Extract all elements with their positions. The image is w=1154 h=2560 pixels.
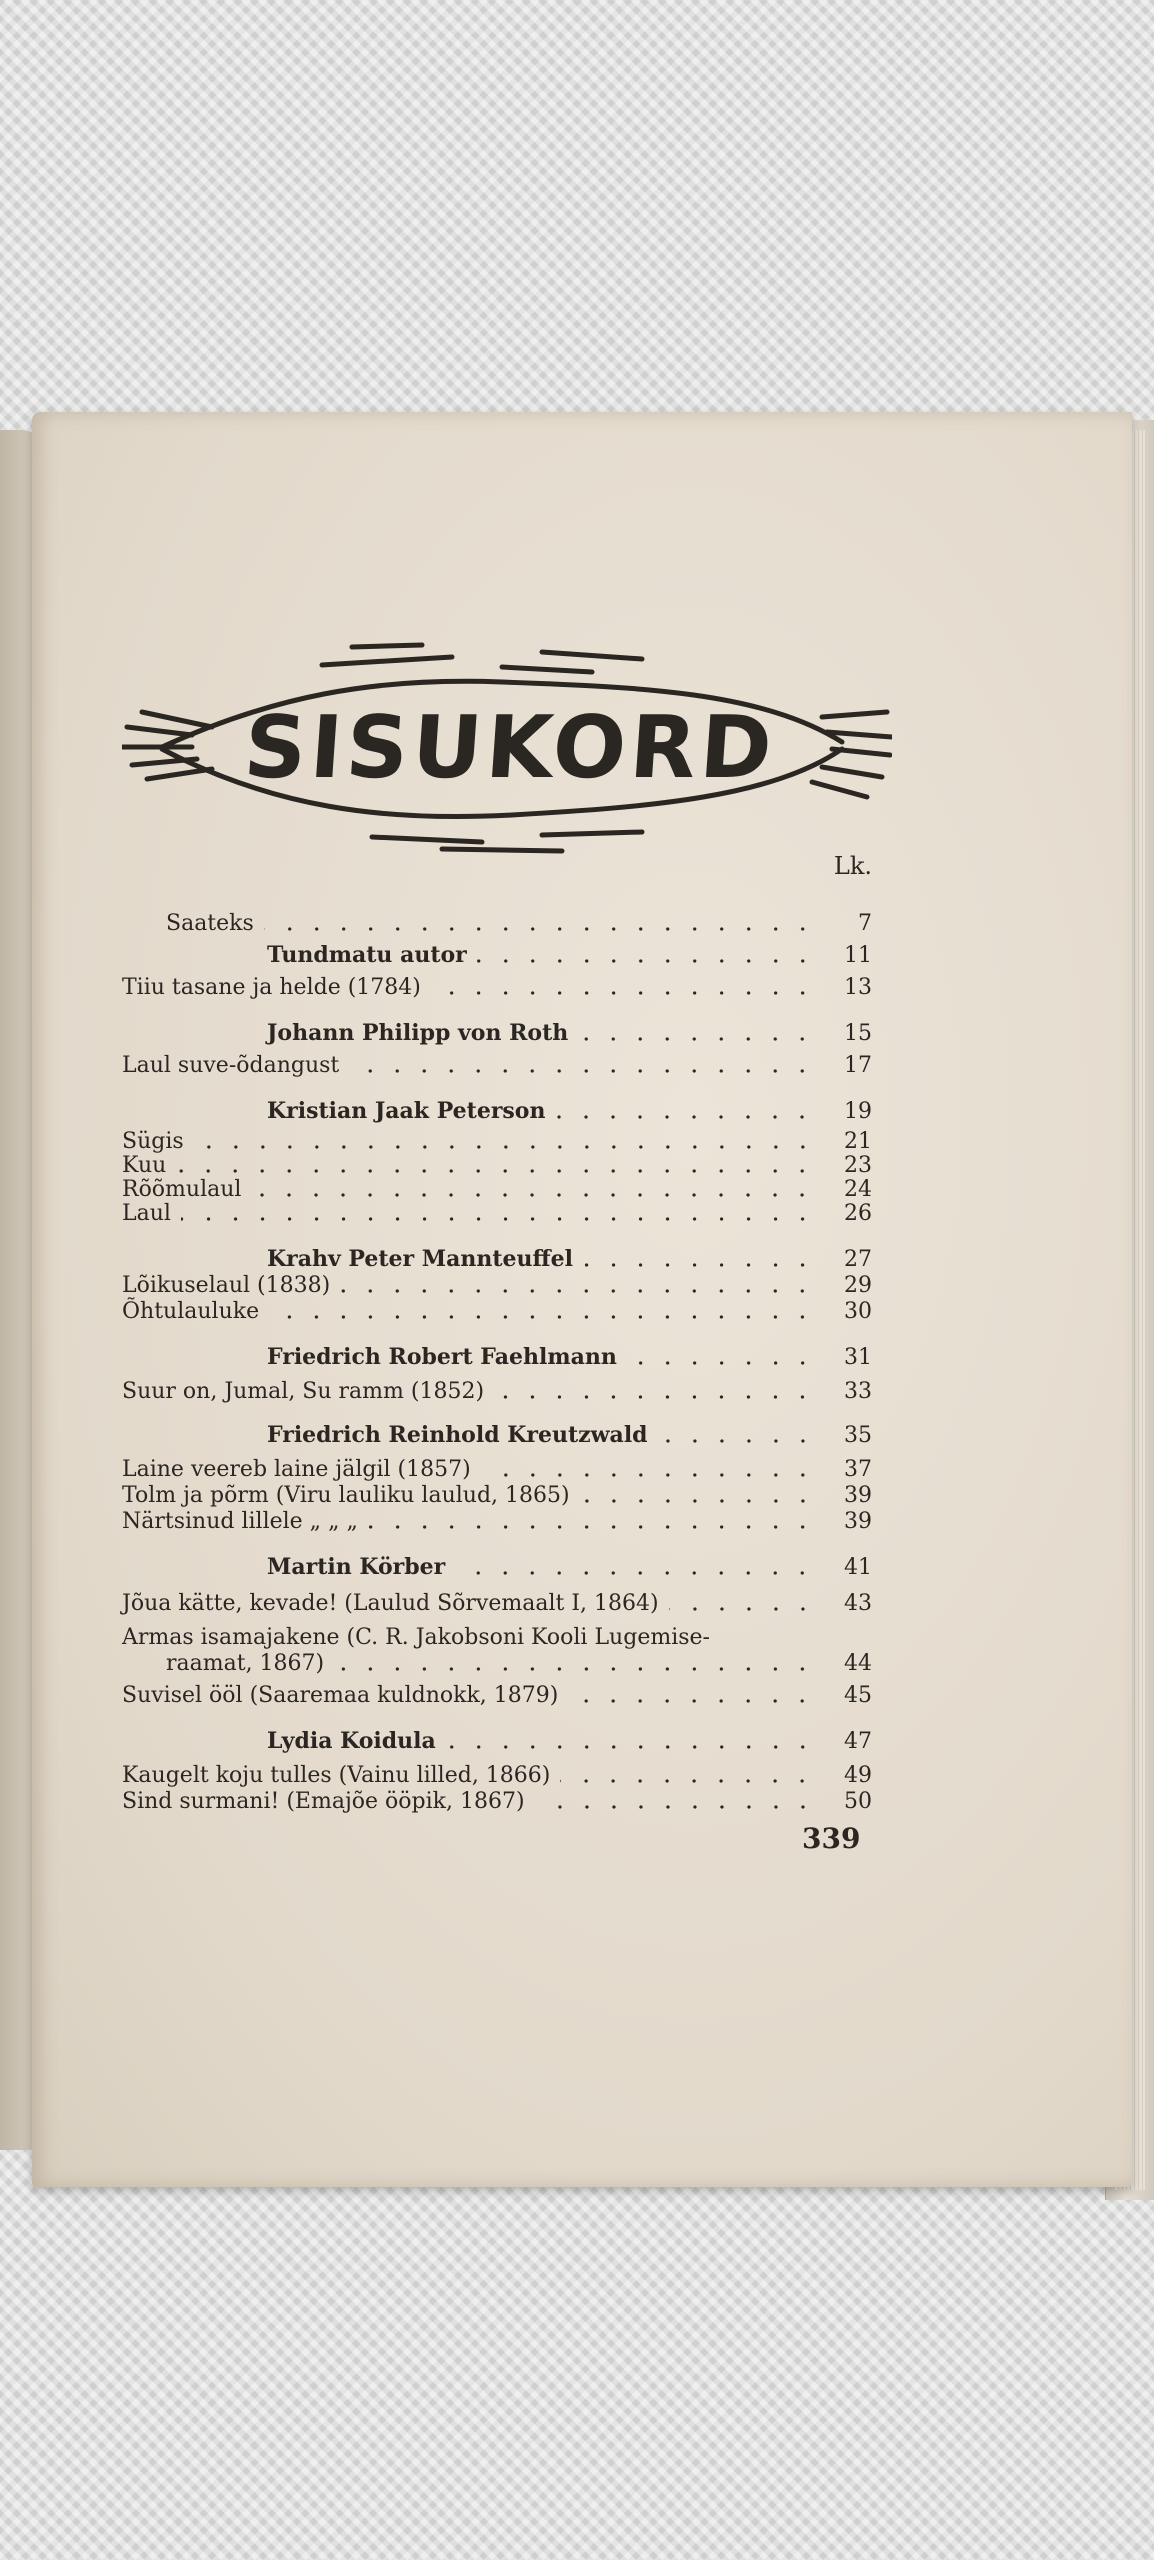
toc-author-row [122, 1020, 872, 1046]
toc-page-number: 33 [844, 1379, 872, 1404]
toc-page-number: 17 [844, 1053, 872, 1078]
dot-leader [269, 1315, 816, 1319]
dot-leader [555, 1115, 816, 1119]
toc-page-number: 39 [844, 1509, 872, 1534]
toc-page-number: 44 [844, 1651, 872, 1676]
toc-page-number: 31 [844, 1345, 872, 1370]
dot-leader [494, 1395, 816, 1399]
dot-leader [658, 1439, 816, 1443]
toc-item-row [122, 1200, 872, 1226]
toc-item-row [122, 1682, 872, 1708]
toc-author-row [122, 1554, 872, 1580]
toc-author-name: Friedrich Reinhold Kreutzwald [267, 1422, 648, 1448]
toc-page-number: 30 [844, 1299, 872, 1324]
toc-item-row [122, 1152, 872, 1178]
toc-item-title: Suur on, Jumal, Su ramm (1852) [122, 1379, 485, 1404]
dot-leader [176, 1169, 816, 1173]
dot-leader [477, 959, 816, 963]
dot-leader [580, 1499, 816, 1503]
dot-leader [568, 1699, 816, 1703]
toc-page-number: 43 [844, 1591, 872, 1616]
toc-item-row [122, 1052, 872, 1078]
toc-item-title: Tolm ja põrm (Viru lauliku laulud, 1865) [122, 1483, 570, 1508]
toc-item-row [122, 1788, 872, 1814]
toc-item-title: raamat, 1867) [166, 1651, 325, 1676]
toc-item-row [122, 1650, 872, 1676]
toc-page-number: 35 [844, 1423, 872, 1448]
toc-author-row [122, 1246, 872, 1272]
toc-item-title: Suvisel ööl (Saaremaa kuldnokk, 1879) [122, 1683, 559, 1708]
toc-item-title: Laul [122, 1201, 171, 1226]
toc-item-row [122, 1272, 872, 1298]
toc-page-number: 7 [858, 911, 872, 936]
dot-leader [194, 1145, 816, 1149]
toc-page-number: 29 [844, 1273, 872, 1298]
toc-author-name: Martin Körber [267, 1554, 446, 1580]
dot-leader [560, 1779, 816, 1783]
dot-leader [481, 1473, 816, 1477]
toc-page-number: 47 [844, 1729, 872, 1754]
toc-author-row [122, 942, 872, 968]
toc-page-number: 37 [844, 1457, 872, 1482]
toc-page-number: 13 [844, 975, 872, 1000]
dot-leader [535, 1805, 816, 1809]
dot-leader [334, 1667, 816, 1671]
dot-leader [627, 1361, 816, 1365]
toc-item-title: Kuu [122, 1153, 167, 1178]
dot-leader [251, 1193, 816, 1197]
toc-item-title: Laul suve-õdangust [122, 1053, 340, 1078]
toc-item-row [122, 1624, 872, 1650]
toc-item-title: Tiiu tasane ja helde (1784) [122, 975, 421, 1000]
toc-item-row [122, 1298, 872, 1324]
heading-ornament [122, 637, 892, 857]
toc-author-name: Lydia Koidula [267, 1728, 436, 1754]
toc-item-title: Õhtulauluke [122, 1299, 260, 1324]
toc-item-title: Armas isamajakene (C. R. Jakobsoni Kooli Lugemise- [122, 1625, 710, 1650]
toc-page-number: 26 [844, 1201, 872, 1226]
dot-leader [368, 1525, 816, 1529]
toc-author-name: Friedrich Robert Faehlmann [267, 1344, 617, 1370]
toc-page-number: 23 [844, 1153, 872, 1178]
toc-item-row [122, 1378, 872, 1404]
toc-item-row [122, 974, 872, 1000]
dot-leader [578, 1037, 816, 1041]
toc-item-row [122, 910, 872, 936]
toc-item-title: Jõua kätte, kevade! (Laulud Sõrvemaalt I, 1864) [122, 1591, 659, 1616]
dot-leader [431, 991, 816, 995]
toc-item-title: Rõõmulaul [122, 1177, 242, 1202]
toc-author-name: Krahv Peter Mannteuffel [267, 1246, 573, 1272]
toc-item-row [122, 1508, 872, 1534]
toc-item-title: Sind surmani! (Emajõe ööpik, 1867) [122, 1789, 525, 1814]
toc-item-row [122, 1762, 872, 1788]
toc-author-row [122, 1422, 872, 1448]
toc-author-name: Johann Philipp von Roth [267, 1020, 569, 1046]
toc-page-number: 50 [844, 1789, 872, 1814]
toc-item-title: Sügis [122, 1129, 184, 1154]
toc-page-number: 15 [844, 1021, 872, 1046]
toc-item-row [122, 1590, 872, 1616]
book-page [32, 412, 1132, 2187]
toc-item-title: Saateks [166, 911, 254, 936]
toc-page-number: 39 [844, 1483, 872, 1508]
page-title: SISUKORD [240, 698, 780, 798]
toc-item-title: Kaugelt koju tulles (Vainu lilled, 1866) [122, 1763, 551, 1788]
toc-author-name: Kristian Jaak Peterson [267, 1098, 546, 1124]
dot-leader [446, 1745, 816, 1749]
dot-leader [583, 1263, 816, 1267]
dot-leader [349, 1069, 816, 1073]
toc-page-number: 24 [844, 1177, 872, 1202]
dot-leader [669, 1607, 816, 1611]
toc-author-row [122, 1098, 872, 1124]
toc-item-row [122, 1128, 872, 1154]
dot-leader [455, 1571, 816, 1575]
dot-leader [264, 927, 816, 931]
toc-item-row [122, 1456, 872, 1482]
toc-author-row [122, 1728, 872, 1754]
toc-item-title: Laine veereb laine jälgil (1857) [122, 1457, 471, 1482]
toc-page-number: 27 [844, 1247, 872, 1272]
dot-leader [340, 1289, 816, 1293]
page-number: 339 [802, 1822, 861, 1855]
toc-page-number: 11 [844, 943, 872, 968]
page-column-header: Lk. [833, 852, 872, 880]
toc-author-row [122, 1344, 872, 1370]
toc-page-number: 19 [844, 1099, 872, 1124]
toc-item-title: Lõikuselaul (1838) [122, 1273, 331, 1298]
toc-author-name: Tundmatu autor [267, 942, 467, 968]
toc-page-number: 41 [844, 1555, 872, 1580]
dot-leader [181, 1217, 816, 1221]
toc-page-number: 45 [844, 1683, 872, 1708]
toc-page-number: 49 [844, 1763, 872, 1788]
toc-item-title: Närtsinud lillele „ „ „ [122, 1509, 358, 1534]
toc-item-row [122, 1176, 872, 1202]
toc-item-row [122, 1482, 872, 1508]
toc-page-number: 21 [844, 1129, 872, 1154]
